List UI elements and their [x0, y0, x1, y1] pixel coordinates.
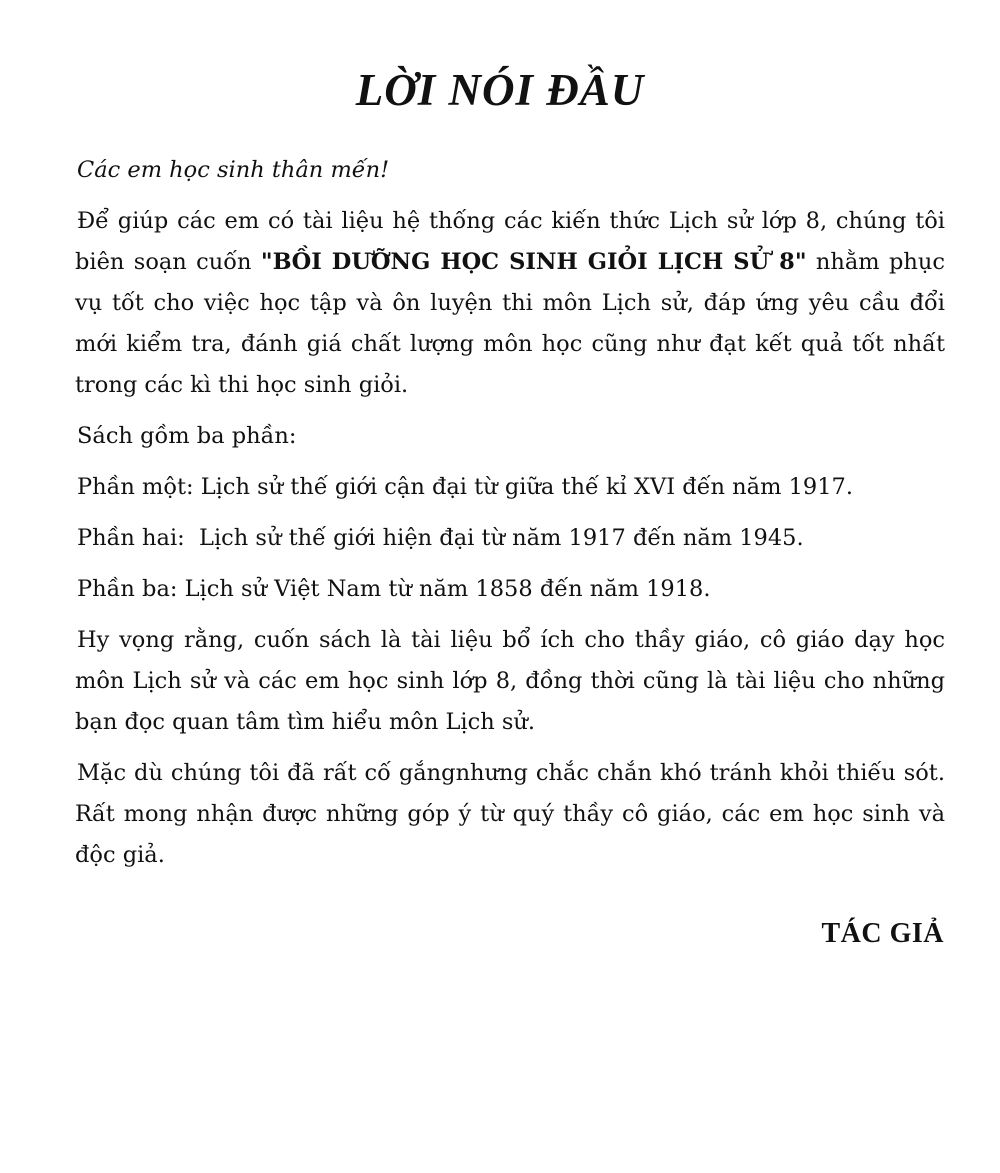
structure-intro: Sách gồm ba phần:	[77, 423, 297, 449]
greeting-line: Các em học sinh thân mến!	[77, 157, 390, 183]
page-title: LỜI NÓI ĐẦU	[355, 65, 645, 115]
intro-text-end: nhằm phục vụ tốt cho việc học tập và ôn luyện thi môn Lịch sử, đáp ứng yêu cầu đổi mới kiểm tra, đánh giá chất lượng môn học cũng như đạt kết quả tốt nhất trong các kì thi học sinh giỏi.	[75, 249, 945, 398]
intro-paragraph	[75, 201, 945, 406]
intro-text-start: Để giúp các em có tài liệu hệ thống các kiến thức Lịch sử lớp 8, chúng tôi biên soạn cuốn	[75, 208, 945, 275]
document-body	[75, 150, 945, 886]
closing-paragraph: Mặc dù chúng tôi đã rất cố gắngnhưng chắc chắn khó tránh khỏi thiếu sót. Rất mong nhận được những góp ý từ quý thầy cô giáo, các em học sinh và độc giả.	[75, 760, 945, 868]
part-three-line: Phần ba: Lịch sử Việt Nam từ năm 1858 đến năm 1918.	[77, 576, 711, 602]
part-two-line: Phần hai: Lịch sử thế giới hiện đại từ năm 1917 đến năm 1945.	[77, 525, 804, 551]
author-signature: TÁC GIẢ	[821, 918, 944, 949]
part-one-line: Phần một: Lịch sử thế giới cận đại từ giữa thế kỉ XVI đến năm 1917.	[77, 474, 853, 500]
hope-paragraph: Hy vọng rằng, cuốn sách là tài liệu bổ ích cho thầy giáo, cô giáo dạy học môn Lịch sử và các em học sinh lớp 8, đồng thời cũng là tài liệu cho những bạn đọc quan tâm tìm hiểu môn Lịch sử.	[75, 627, 945, 735]
book-title: "BỒI DƯỠNG HỌC SINH GIỎI LỊCH SỬ 8"	[260, 249, 807, 275]
